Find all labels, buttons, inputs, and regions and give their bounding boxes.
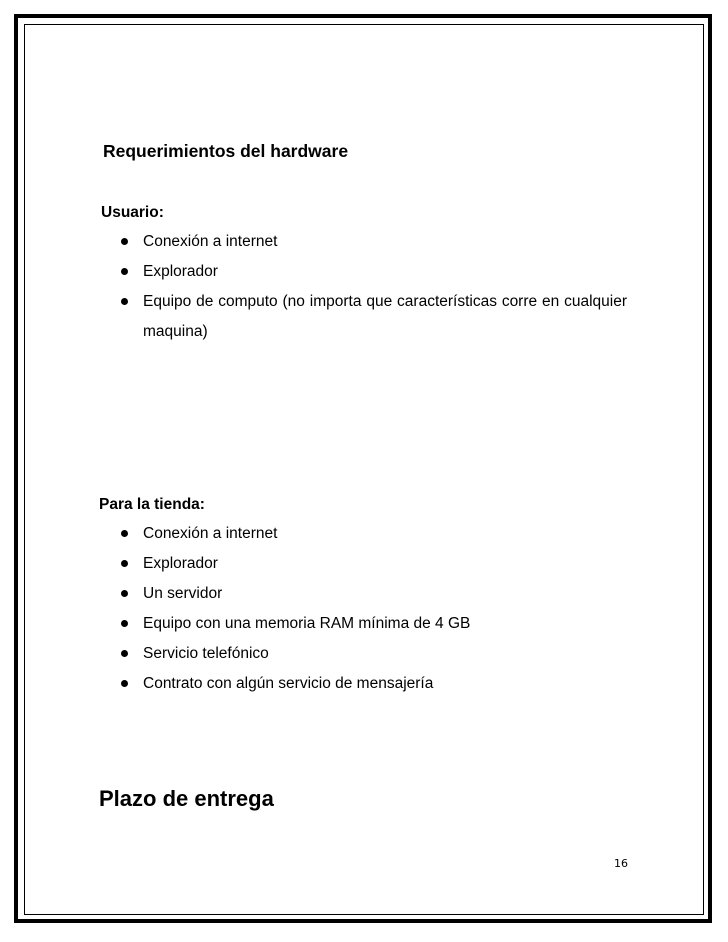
- usuario-list: [0, 233, 627, 347]
- bullet-icon: [121, 620, 128, 627]
- section-title: Requerimientos del hardware: [103, 141, 349, 161]
- list-item: [0, 287, 627, 347]
- list-item-text: Explorador: [143, 263, 218, 280]
- list-item: [0, 585, 470, 615]
- bullet-icon: [121, 650, 128, 657]
- bullet-icon: [121, 268, 128, 275]
- tienda-heading: Para la tienda:: [99, 496, 205, 513]
- usuario-heading: Usuario:: [101, 204, 164, 221]
- list-item: [0, 233, 627, 263]
- page-number: 16: [614, 857, 628, 870]
- bullet-icon: [121, 530, 128, 537]
- list-item-text: Contrato con algún servicio de mensajería: [143, 675, 434, 692]
- tienda-list: [0, 525, 470, 705]
- list-item: [0, 645, 470, 675]
- list-item-text: Conexión a internet: [143, 525, 278, 542]
- list-item-text: Conexión a internet: [143, 233, 278, 250]
- list-item-text: Explorador: [143, 555, 218, 572]
- list-item-text: Servicio telefónico: [143, 645, 269, 662]
- bullet-icon: [121, 298, 128, 305]
- list-item: [0, 615, 470, 645]
- bullet-icon: [121, 560, 128, 567]
- bullet-icon: [121, 238, 128, 245]
- list-item-text: Un servidor: [143, 585, 223, 602]
- bullet-icon: [121, 680, 128, 687]
- list-item: [0, 555, 470, 585]
- next-section-title: Plazo de entrega: [99, 786, 274, 811]
- list-item: [0, 675, 470, 705]
- list-item-text: Equipo de computo (no importa que características corre en cualquier maquina): [143, 293, 627, 340]
- list-item: [0, 525, 470, 555]
- bullet-icon: [121, 590, 128, 597]
- list-item-text: Equipo con una memoria RAM mínima de 4 GB: [143, 615, 471, 632]
